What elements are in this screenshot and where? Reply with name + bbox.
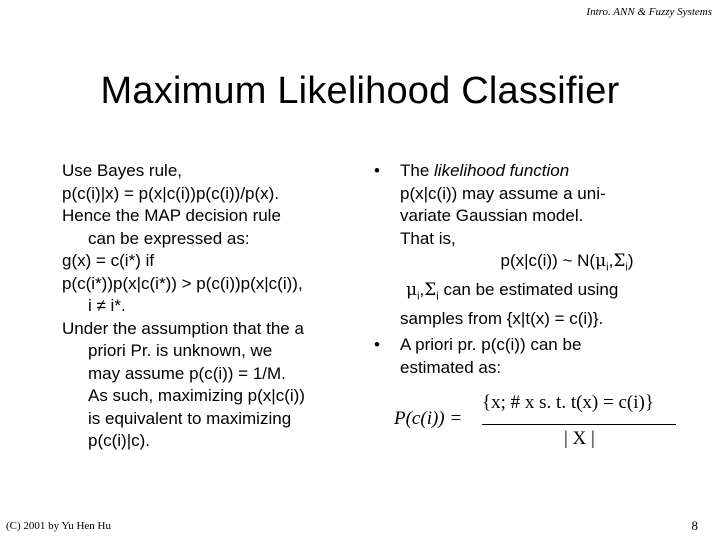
slide-title: Maximum Likelihood Classifier: [100, 70, 620, 112]
left-line: is equivalent to maximizing: [88, 408, 292, 428]
sigma-symbol: Σ: [424, 279, 437, 300]
formula-numerator: {x; # x s. t. t(x) = c(i)}: [482, 392, 654, 413]
left-line: As such, maximizing p(x|c(i)): [88, 386, 305, 405]
bullet-dot: •: [374, 335, 380, 355]
left-line: i ≠ i*.: [88, 296, 126, 315]
fraction-bar: [482, 424, 676, 425]
copyright-footer: (C) 2001 by Yu Hen Hu: [6, 520, 111, 532]
left-line: p(c(i*))p(x|c(i*)) > p(c(i))p(x|c(i)),: [62, 273, 303, 293]
left-line: p(c(i)|c).: [88, 431, 151, 450]
bullet-line: A priori pr. p(c(i)) can be: [400, 335, 582, 355]
left-line: Hence the MAP decision rule: [62, 206, 281, 225]
page-number: 8: [691, 518, 698, 533]
bullet-apriori: [374, 334, 694, 379]
formula-denominator: | X |: [564, 428, 595, 449]
left-line: may assume p(c(i)) = 1/M.: [88, 363, 286, 383]
bullet-likelihood: [374, 160, 694, 330]
course-header: Intro. ANN & Fuzzy Systems: [586, 6, 712, 18]
left-line: Use Bayes rule,: [62, 161, 182, 180]
bullet-dot: •: [374, 161, 380, 180]
likelihood-term: likelihood function: [434, 161, 570, 180]
bullet-line: variate Gaussian model.: [400, 206, 584, 225]
right-column: [374, 160, 694, 379]
bullet-line: p(x|c(i)) may assume a uni-: [400, 183, 606, 203]
mu-symbol: μ: [406, 279, 418, 300]
left-line: priori Pr. is unknown, we: [88, 341, 273, 360]
bullet-line: [400, 160, 694, 183]
sigma-symbol: Σ: [613, 251, 626, 271]
bullet-line: samples from {x|t(x) = c(i)}.: [400, 308, 604, 328]
left-column: [62, 160, 362, 453]
mu-symbol: μ: [595, 251, 607, 271]
prior-estimate-formula: [394, 392, 684, 454]
bullet-line: That is,: [400, 228, 456, 248]
bullet-line: estimated as:: [400, 357, 502, 377]
gaussian-equation: p(x|c(i)) ~ $N(\mu_i,\Sigma_i)$: [500, 251, 634, 274]
left-line: p(c(i)|x) = p(x|c(i))p(c(i))/p(x).: [62, 183, 280, 203]
bullet-prefix: The: [400, 161, 435, 180]
left-line: Under the assumption that the a: [62, 318, 304, 338]
estimate-line: $\mu_i,\Sigma_i$ can be estimated using: [406, 279, 619, 303]
left-line: g(x) = c(i*) if: [62, 251, 155, 270]
formula-lhs: P(c(i)) =: [394, 408, 463, 429]
left-line: can be expressed as:: [88, 228, 250, 248]
